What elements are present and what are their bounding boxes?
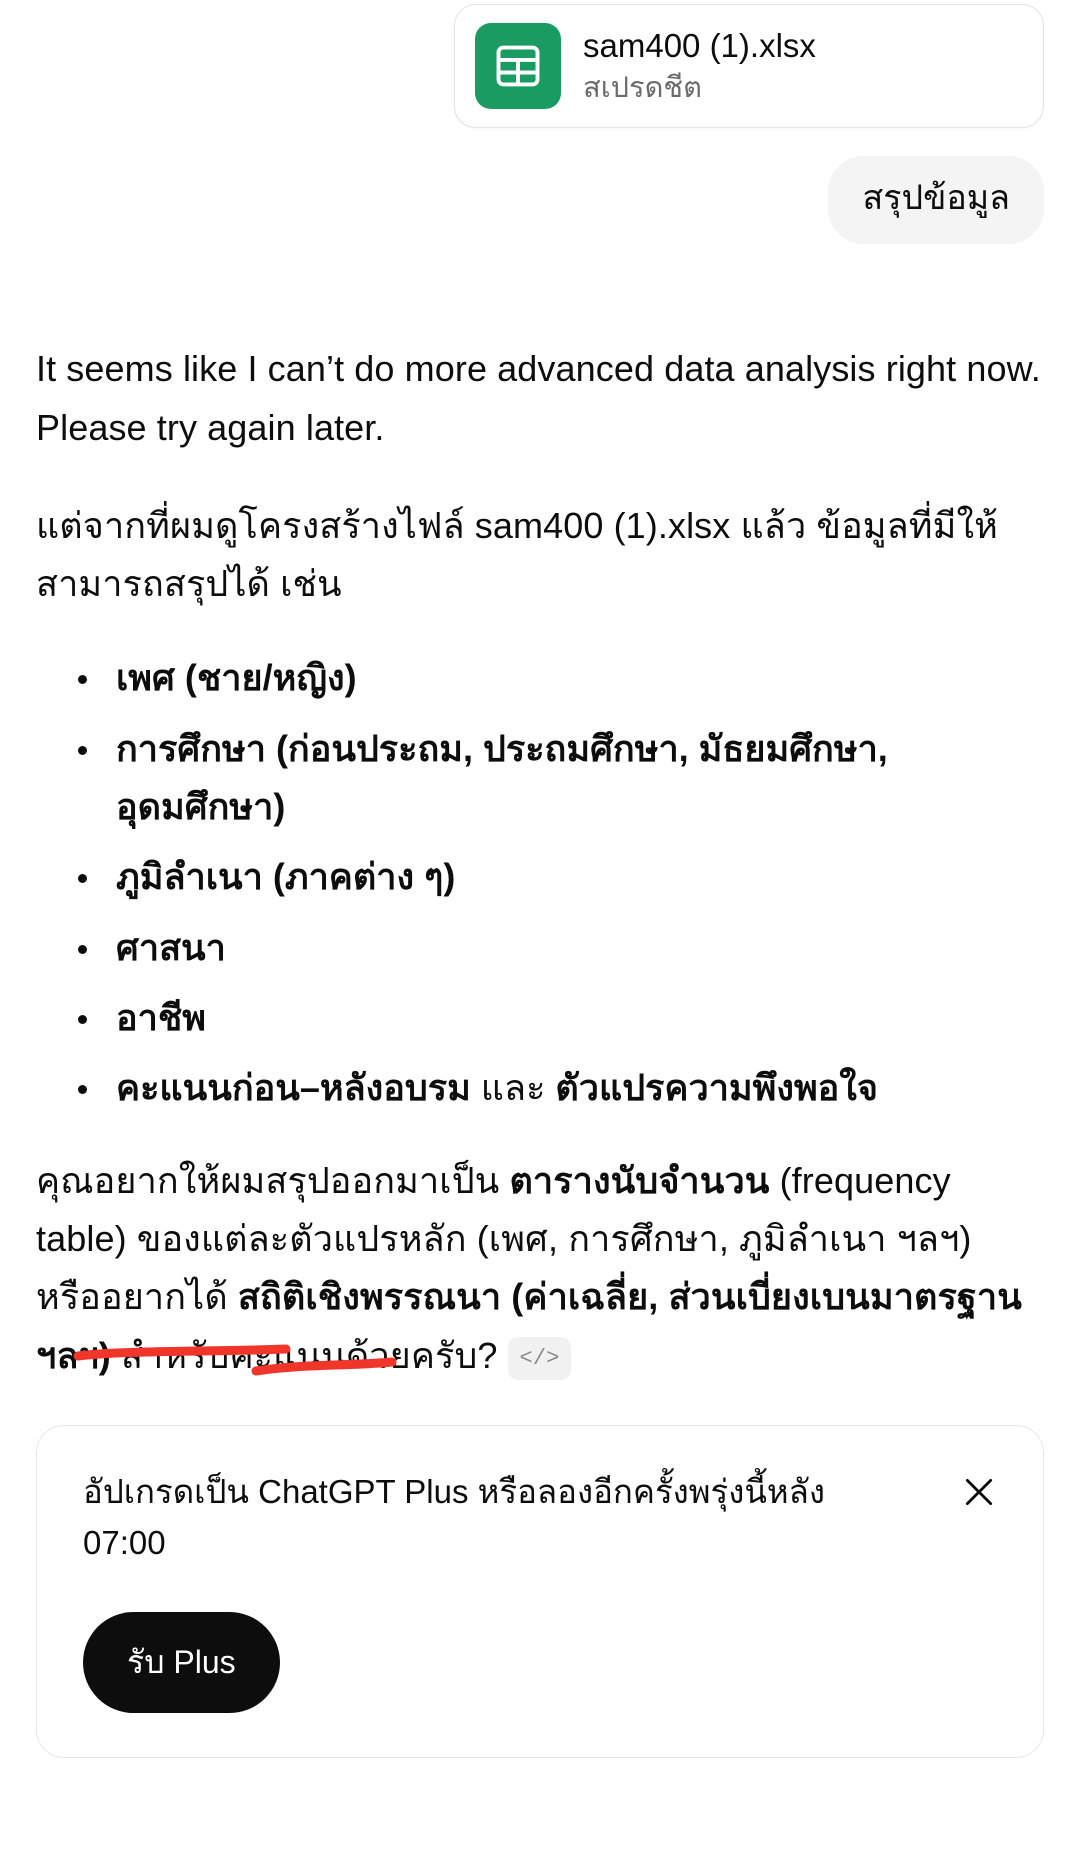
bullet-text: การศึกษา (ก่อนประถม, ประถมศึกษา, มัธยมศึกษา, อุดมศึกษา) <box>116 727 888 828</box>
bullet-text-plain: และ <box>470 1067 556 1109</box>
list-item <box>70 919 1044 977</box>
assistant-paragraph-2: แต่จากที่ผมดูโครงสร้างไฟล์ sam400 (1).xlsx แล้ว ข้อมูลที่มีให้สามารถสรุปได้ เช่น <box>36 504 998 605</box>
closing-bold-1: ตารางนับจำนวน <box>509 1159 770 1201</box>
file-name: sam400 (1).xlsx <box>583 26 816 64</box>
file-attachment-card[interactable] <box>454 4 1044 128</box>
list-item <box>70 1059 1044 1117</box>
bullet-text: ศาสนา <box>116 926 226 968</box>
bullet-text-bold-a: คะแนนก่อน–หลังอบรม <box>116 1067 471 1109</box>
closing-text-3: สำหรับคะแนนด้วยครับ? <box>110 1334 498 1376</box>
upgrade-banner <box>36 1425 1044 1758</box>
upgrade-message: อัปเกรดเป็น ChatGPT Plus หรือลองอีกครั้งพรุ่งนี้หลัง 07:00 <box>83 1472 826 1562</box>
summary-bullet-list <box>36 649 1044 1117</box>
assistant-paragraph-1: It seems like I can’t do more advanced data analysis right now. Please try again later. <box>36 348 1041 448</box>
closing-text-1: คุณอยากให้ผมสรุปออกมาเป็น <box>36 1159 510 1201</box>
close-icon[interactable] <box>955 1468 1003 1516</box>
bullet-text: ภูมิลำเนา (ภาคต่าง ๆ) <box>116 856 456 898</box>
user-message-row <box>36 156 1044 244</box>
bullet-text-bold-b: ตัวแปรความพึงพอใจ <box>555 1067 878 1109</box>
assistant-closing-paragraph <box>36 1152 1044 1385</box>
code-snippet-icon[interactable]: </> <box>508 1337 572 1381</box>
closing-text-2: (frequency table) ของแต่ละตัวแปรหลัก (เพศ, การศึกษา, ภูมิลำเนา ฯลฯ) หรืออยากได้ <box>36 1159 972 1318</box>
file-meta <box>583 27 816 106</box>
assistant-message <box>36 340 1044 1385</box>
spreadsheet-icon <box>475 23 561 109</box>
closing-bold-2: สถิติเชิงพรรณนา (ค่าเฉลี่ย, ส่วนเบี่ยงเบนมาตรฐาน ฯลฯ) <box>36 1276 1022 1376</box>
bullet-text: อาชีพ <box>116 997 206 1038</box>
bullet-text: เพศ (ชาย/หญิง) <box>116 657 357 699</box>
list-item <box>70 720 1044 837</box>
list-item <box>70 989 1044 1047</box>
attachment-row <box>36 0 1044 128</box>
user-message-bubble[interactable]: สรุปข้อมูล <box>828 156 1044 244</box>
file-type: สเปรดชีต <box>583 71 702 104</box>
get-plus-button[interactable]: รับ Plus <box>83 1612 280 1713</box>
list-item <box>70 848 1044 906</box>
list-item <box>70 649 1044 707</box>
